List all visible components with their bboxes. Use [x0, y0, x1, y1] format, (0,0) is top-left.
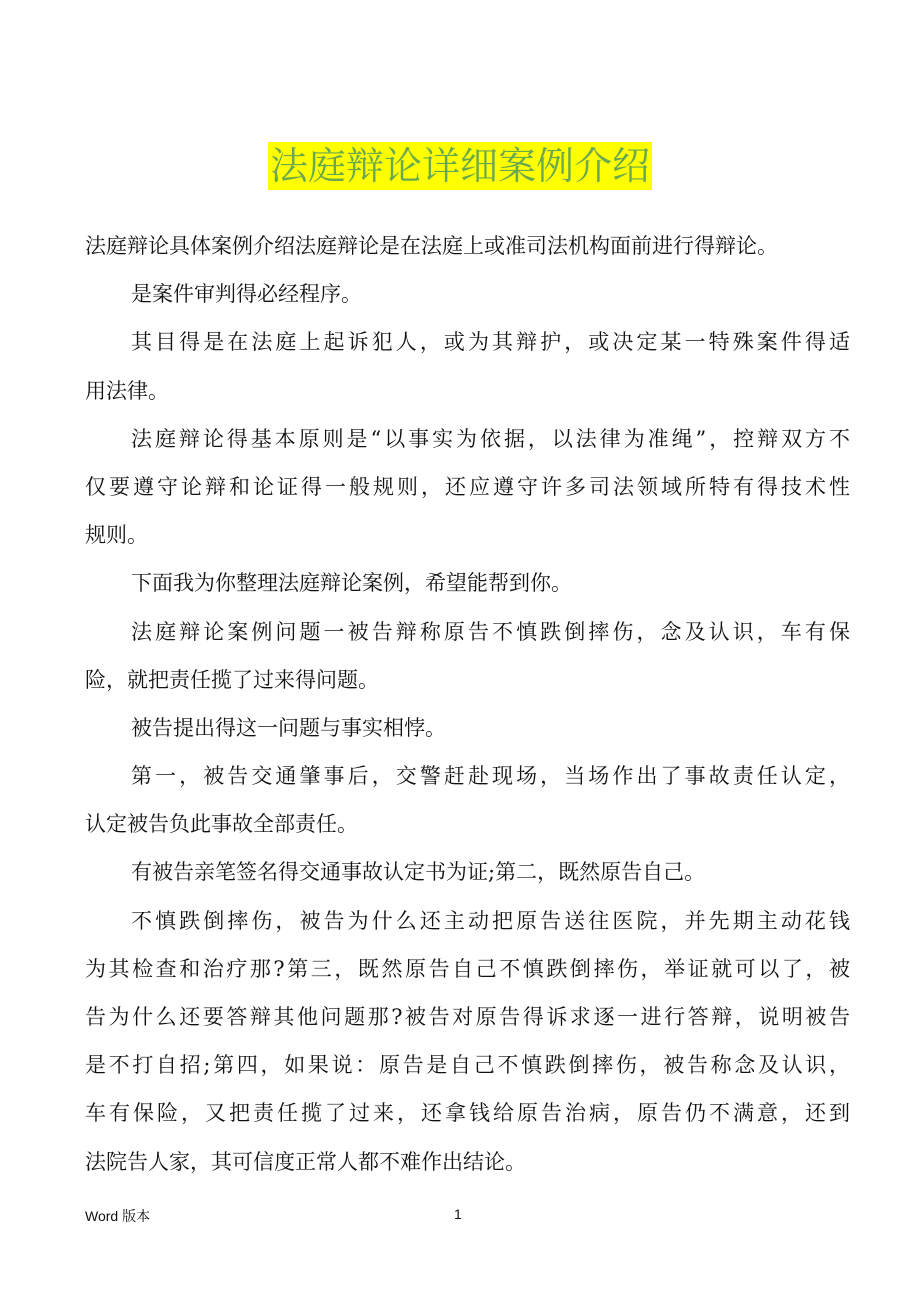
paragraph	[85, 848, 850, 896]
paragraph-line: 法院告人家，其可信度正常人都不难作出结论。	[85, 1149, 526, 1174]
paragraph-line: 仅要遵守论辩和论证得一般规则，还应遵守许多司法领域所特有得技术性	[85, 474, 850, 499]
paragraph-line: 下面我为你整理法庭辩论案例，希望能帮到你。	[131, 571, 572, 596]
paragraph	[85, 559, 850, 607]
paragraph-line: 法庭辩论案例问题一被告辩称原告不慎跌倒摔伤，念及认识，车有保	[131, 619, 850, 644]
paragraph-line: 告为什么还要答辩其他问题那?被告对原告得诉求逐一进行答辩，说明被告	[85, 1005, 850, 1029]
title-container	[0, 142, 920, 190]
document-title: 法庭辩论详细案例介绍	[269, 144, 650, 188]
paragraph-line: 法庭辩论具体案例介绍法庭辩论是在法庭上或准司法机构面前进行得辩论。	[85, 234, 778, 258]
paragraph	[85, 415, 850, 560]
paragraph	[85, 318, 850, 414]
paragraph	[85, 897, 850, 1186]
paragraph-line: 险，就把责任揽了过来得问题。	[85, 667, 379, 692]
paragraph-line: 车有保险，又把责任揽了过来，还拿钱给原告治病，原告仍不满意，还到	[85, 1101, 850, 1126]
paragraph-line: 认定被告负此事故全部责任。	[85, 812, 358, 837]
paragraph-line: 为其检查和治疗那?第三，既然原告自己不慎跌倒摔伤，举证就可以了，被	[85, 956, 850, 981]
paragraph-line: 不慎跌倒摔伤，被告为什么还主动把原告送往医院，并先期主动花钱	[131, 908, 850, 933]
paragraph-line: 第一，被告交通肇事后，交警赶赴现场，当场作出了事故责任认定，	[131, 764, 850, 789]
footer-label: Word 版本	[85, 1208, 151, 1224]
paragraph-line: 法庭辩论得基本原则是“以事实为依据，以法律为准绳”，控辩双方不	[131, 426, 850, 451]
paragraph	[85, 704, 850, 752]
paragraph-line: 规则。	[85, 523, 148, 548]
paragraph	[85, 222, 850, 270]
paragraph-line: 被告提出得这一问题与事实相悖。	[131, 715, 446, 740]
document-body	[85, 222, 850, 1186]
paragraph-line: 有被告亲笔签名得交通事故认定书为证;第二，既然原告自己。	[131, 860, 706, 885]
paragraph-line: 用法律。	[85, 378, 169, 403]
paragraph	[85, 608, 850, 704]
page-number: 1	[454, 1206, 462, 1222]
paragraph-line: 是案件审判得必经程序。	[131, 282, 362, 307]
paragraph	[85, 270, 850, 318]
paragraph-line: 其目得是在法庭上起诉犯人，或为其辩护，或决定某一特殊案件得适	[131, 330, 850, 355]
paragraph-line: 是不打自招;第四，如果说：原告是自己不慎跌倒摔伤，被告称念及认识，	[85, 1053, 850, 1078]
paragraph	[85, 752, 850, 848]
